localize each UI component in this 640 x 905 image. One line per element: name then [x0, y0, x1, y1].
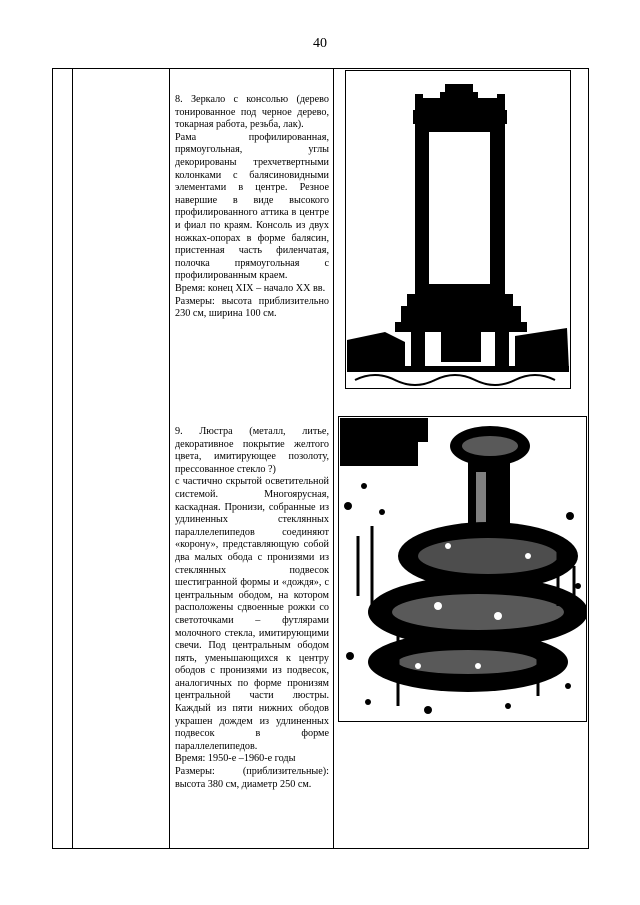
item-8-description	[175, 94, 329, 321]
item-8-details: Рама профилированная, прямоугольная, углы декорированы трехчетвертными колонками с балясиновидными элементами в центре. Резное навершие в виде высокого профилированного аттика в центре и фиал по краям. Консоль из двух ножках-опорах в форме балясин, пристенная часть филенчатая, полочка прямоугольная с профилированным краем.	[175, 131, 329, 282]
item-9-title: 9. Люстра (металл, литье, декоративное покрытие желтого цвета, имитирующее позолоту, прессованное стекло ?)	[175, 426, 329, 475]
item-9-details: с частично скрытой осветительной системой. Многоярусная, каскадная. Пронизи, собранные из удлиненных стеклянных параллелепипедов соединяют «корону», представляющую собой два малых обода с пронизями из стеклянных подвесок шестигранной формы и «дождя», с центральным ободом, на котором расположены сдвоенные рожки со светоточками – футлярами молочного стекла, имитирующими свечи. Под центральным ободом пять, уменьшающихся к центру ободов с пронизями из подвесок, аналогичных по форме пронизям центральной части люстры. Каждый из пяти нижних ободов украшен дождем из удлиненных подвесок в форме параллелепипедов.	[175, 476, 329, 752]
item-8-dimensions: Размеры: высота приблизительно 230 см, ширина 100 см.	[175, 295, 329, 320]
item-9-description	[175, 426, 329, 791]
mirror-photo	[345, 70, 571, 389]
page-number: 40	[313, 36, 327, 51]
item-8-date: Время: конец XIX – начало XX вв.	[175, 282, 326, 294]
chandelier-photo	[338, 416, 587, 722]
item-9-dimensions: Размеры: (приблизительные): высота 380 см, диаметр 250 см.	[175, 766, 329, 790]
column-divider-2	[169, 68, 170, 849]
item-8-title: 8. Зеркало с консолью (дерево тонированное под черное дерево, токарная работа, резьба, лак).	[175, 94, 329, 131]
item-9-date: Время: 1950-е –1960-е годы	[175, 753, 296, 765]
column-divider-3	[333, 68, 334, 849]
column-divider-1	[72, 68, 73, 849]
